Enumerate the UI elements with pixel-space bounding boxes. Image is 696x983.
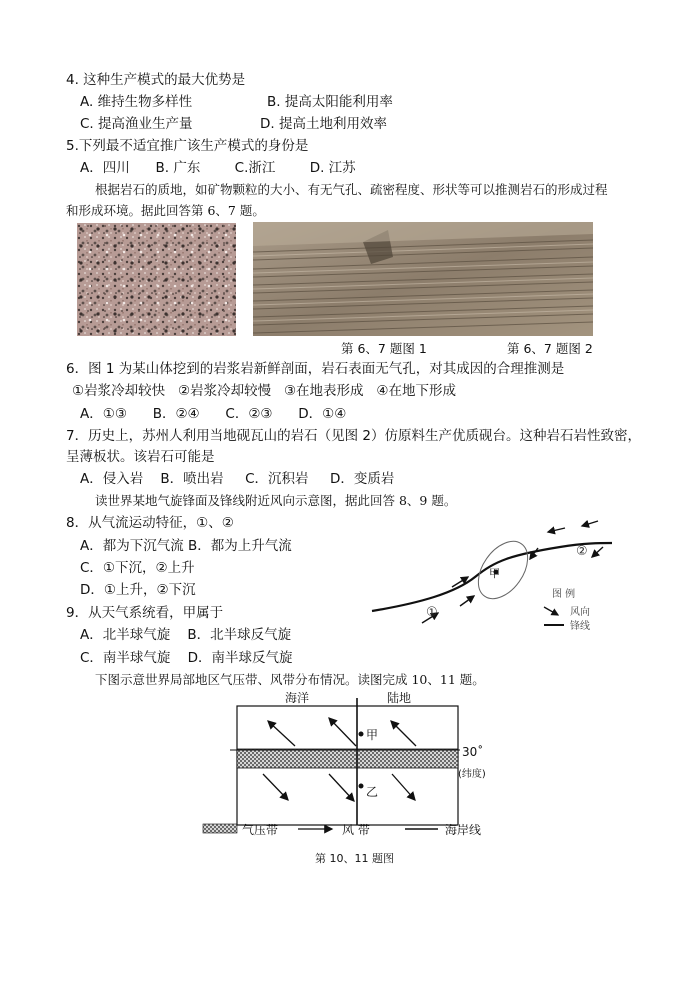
rock-intro-line1: 根据岩石的质地，如矿物颗粒的大小、有无气孔、疏密程度、形状等可以推测岩石的形成过程	[95, 182, 608, 197]
legend-pressure: 气压带	[242, 823, 279, 837]
legend-pressure-swatch	[203, 824, 237, 833]
jia-label: 甲	[366, 728, 379, 742]
legend-front: 锋线	[570, 621, 590, 632]
q6-stem: 6．图 1 为某山体挖到的岩浆岩新鲜剖面，岩石表面无气孔，对其成因的合理推测是	[66, 361, 565, 377]
lat-label: 30˚	[462, 745, 484, 759]
belt-intro: 下图示意世界局部地区气压带、风带分布情况。读图完成 10、11 题。	[95, 672, 485, 687]
lat-unit: (纬度)	[458, 769, 486, 780]
q8-option-d: D．①上升，②下沉	[80, 582, 196, 598]
jia-point	[359, 732, 364, 737]
jia-ellipse	[468, 532, 537, 607]
q4-option-a: A. 维持生物多样性	[80, 94, 193, 110]
front-diagram	[360, 515, 620, 635]
q8-option-c: C．①下沉，②上升	[80, 560, 195, 576]
q7-options: A．侵入岩 B．喷出岩 C．沉积岩 D．变质岩	[80, 471, 395, 487]
layered-rock-photo	[253, 222, 593, 336]
legend-wind: 风 带	[342, 823, 370, 837]
q5-stem: 5.下列最不适宜推广该生产模式的身份是	[66, 138, 309, 154]
front-intro: 读世界某地气旋锋面及锋线附近风向示意图，据此回答 8、9 题。	[95, 493, 457, 508]
legend-coast: 海岸线	[445, 823, 482, 837]
q6-items: ①岩浆冷却较快 ②岩浆冷却较慢 ③在地表形成 ④在地下形成	[72, 383, 457, 399]
fig2-caption: 第 6、7 题图 2	[507, 341, 593, 356]
belt-diagram	[200, 688, 530, 828]
q4-option-b: B. 提高太阳能利用率	[267, 94, 393, 110]
q7-line1: 7．历史上，苏州人利用当地砚瓦山的岩石（见图 2）仿原料生产优质砚台。这种岩石岩性致密，	[66, 428, 641, 444]
q8-option-ab: A．都为下沉气流 B．都为上升气流	[80, 538, 292, 554]
legend-wind: 风向	[570, 607, 590, 618]
jia-label: 甲	[489, 567, 500, 580]
legend-title: 图 例	[552, 589, 576, 600]
granite-photo	[77, 223, 236, 336]
rock-intro-line2: 和形成环境。据此回答第 6、7 题。	[66, 203, 265, 218]
yi-point	[359, 784, 364, 789]
ocean-label: 海洋	[285, 691, 310, 705]
legend-wind-arrow	[544, 607, 558, 615]
q6-options: A．①③ B．②④ C．②③ D．①④	[80, 406, 347, 422]
belt-legend	[200, 820, 530, 840]
land-label: 陆地	[387, 691, 412, 705]
yi-label: 乙	[366, 785, 379, 799]
q9-option-cd: C．南半球气旋 D．南半球反气旋	[80, 650, 293, 666]
q4-option-d: D. 提高土地利用效率	[260, 116, 387, 132]
belt-caption: 第 10、11 题图	[315, 852, 394, 865]
q7-line2: 呈薄板状。该岩石可能是	[66, 449, 215, 465]
label-1: ①	[426, 605, 438, 620]
fig1-caption: 第 6、7 题图 1	[341, 341, 427, 356]
pressure-belt	[237, 749, 458, 768]
q8-stem: 8．从气流运动特征，①、②	[66, 515, 234, 531]
q9-stem: 9．从天气系统看，甲属于	[66, 605, 224, 621]
label-2: ②	[576, 544, 588, 559]
q4-option-c: C. 提高渔业生产量	[80, 116, 193, 132]
q4-stem: 4. 这种生产模式的最大优势是	[66, 72, 246, 88]
q9-option-ab: A．北半球气旋 B．北半球反气旋	[80, 627, 292, 643]
q5-options: A．四川 B. 广东 C.浙江 D. 江苏	[80, 160, 356, 176]
